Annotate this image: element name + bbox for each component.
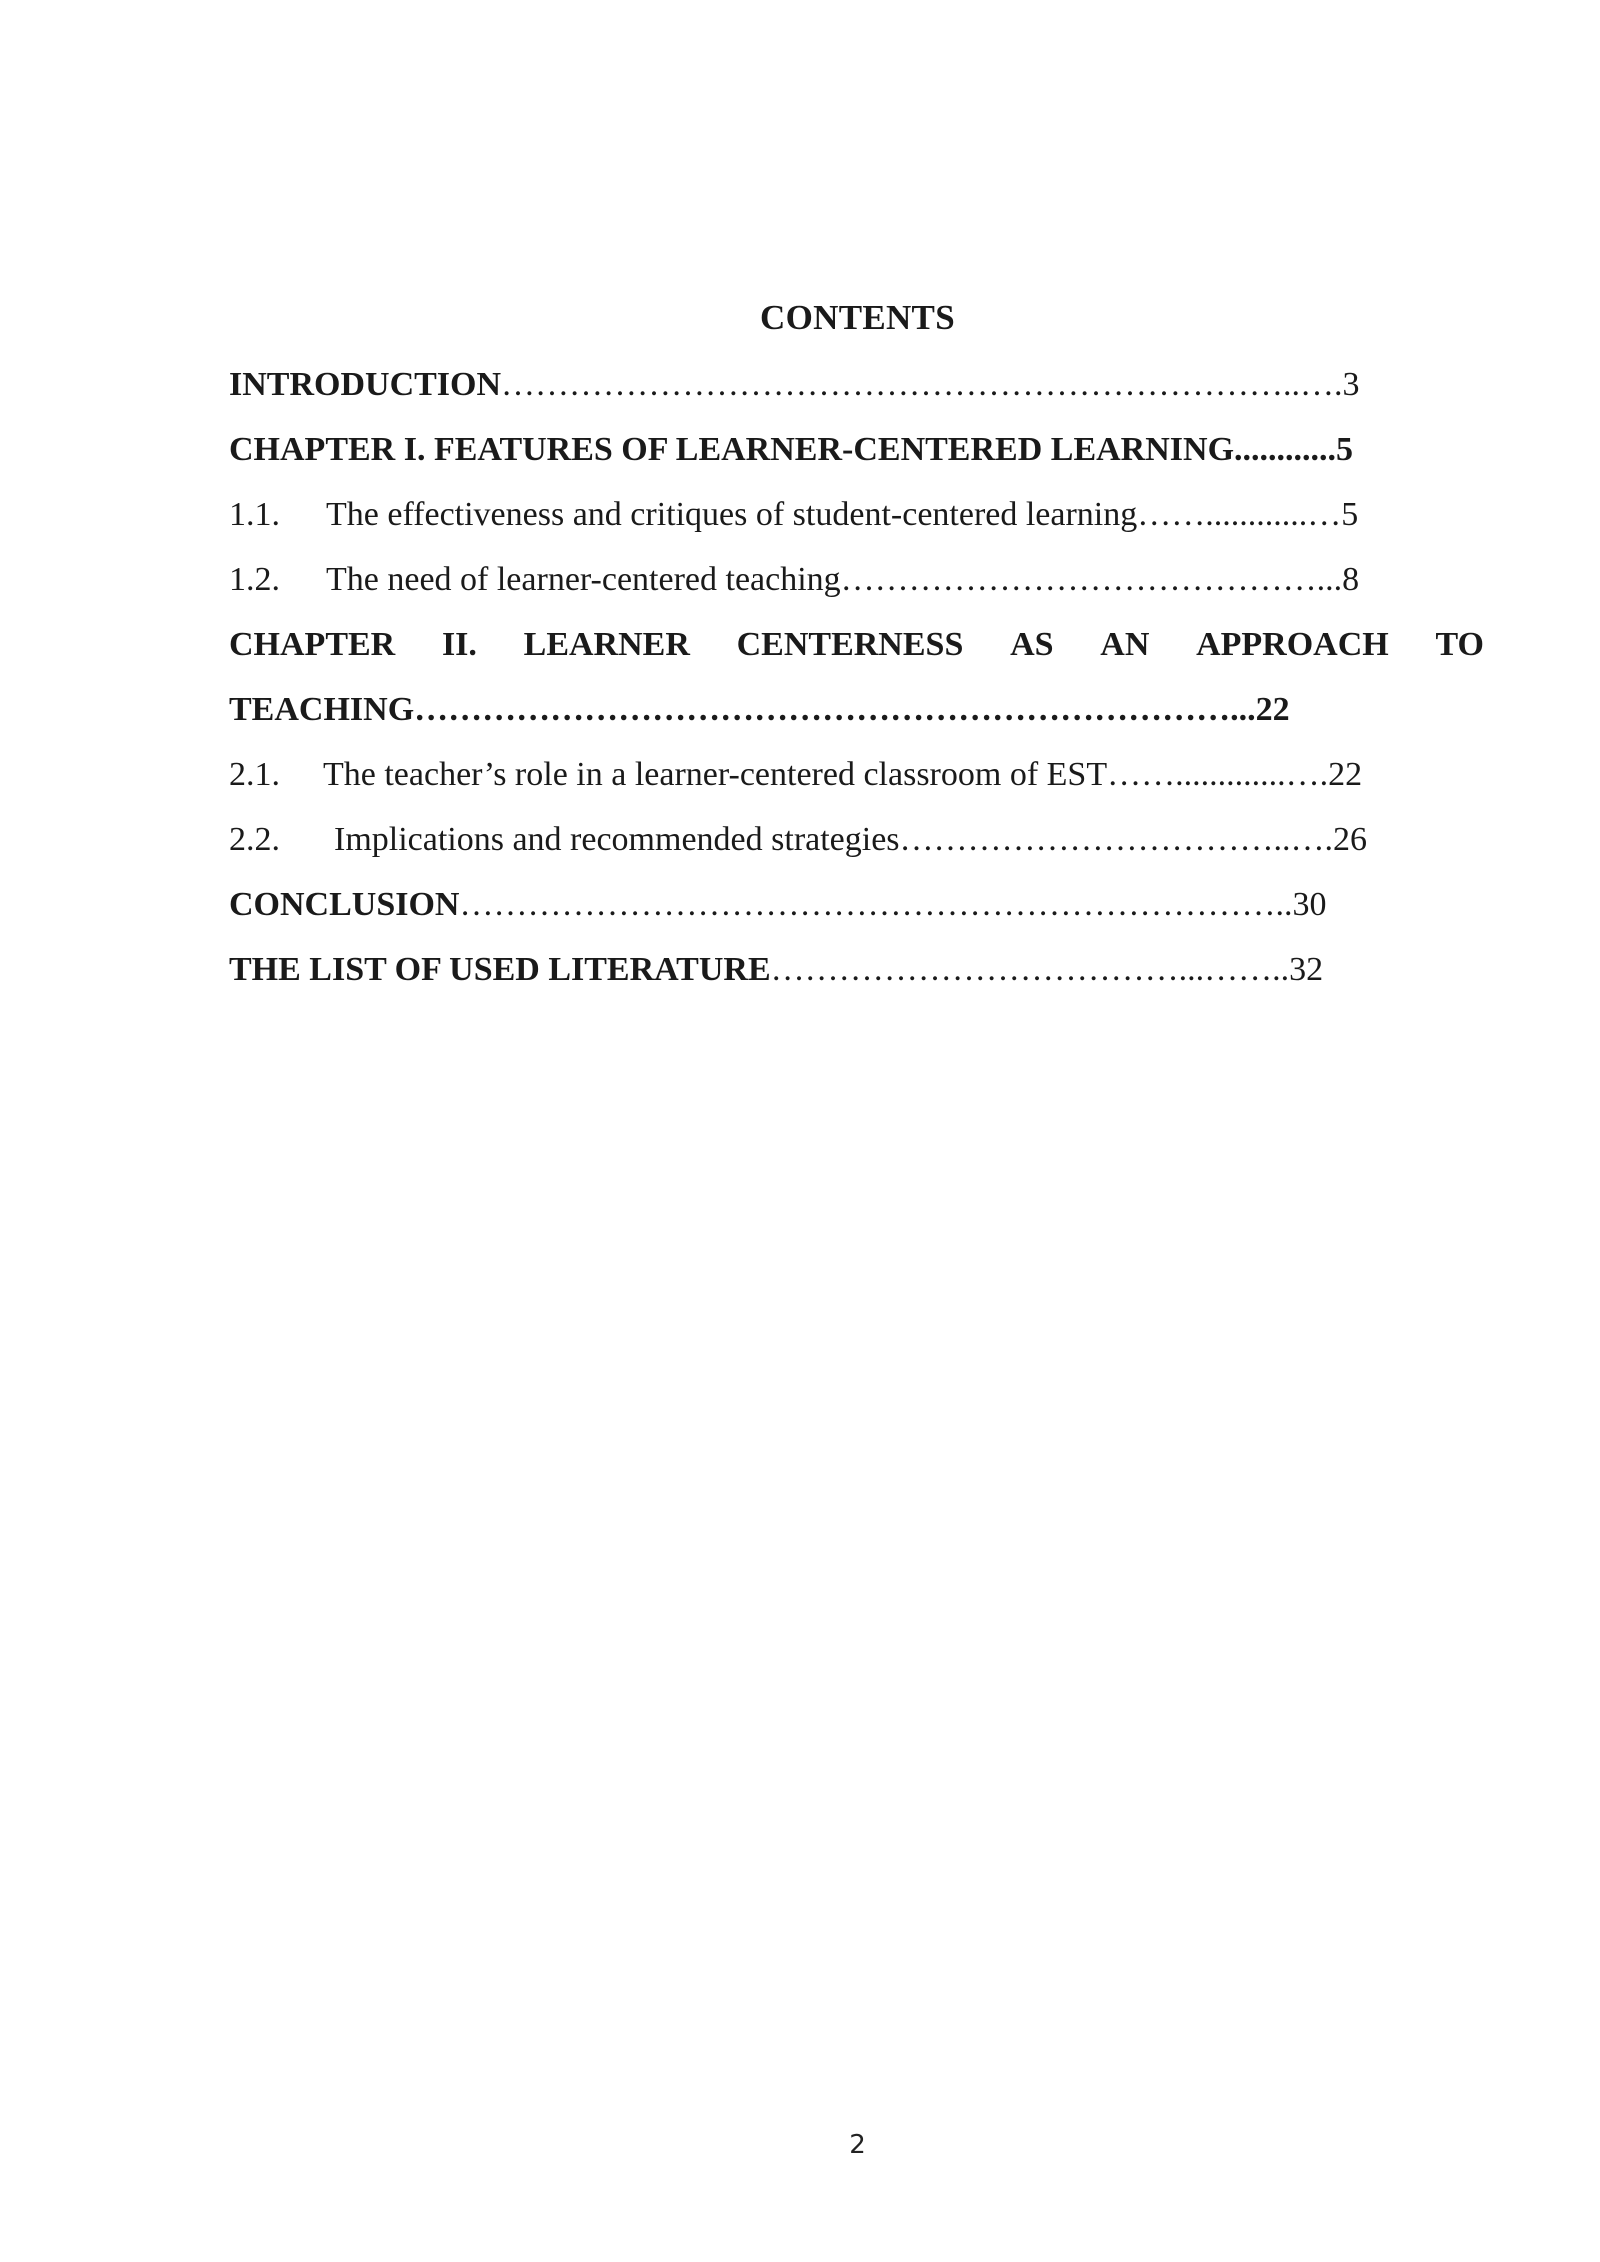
- toc-entry-2-2[interactable]: [229, 820, 1484, 860]
- toc-entry-label: TEACHING………………………………………………………………...22: [229, 691, 1290, 728]
- toc-word: AS: [1010, 626, 1054, 663]
- toc-entry-label: The effectiveness and critiques of student-centered learning……............…5: [326, 496, 1359, 533]
- toc-entry-1-1[interactable]: [229, 495, 1484, 535]
- toc-entry-2-1[interactable]: [229, 755, 1484, 795]
- toc-entry-number: 2.2.: [229, 821, 280, 858]
- toc-entry-chapter-2-line-2[interactable]: [229, 690, 1484, 730]
- toc-word: CHAPTER: [229, 626, 396, 663]
- toc-entry-introduction[interactable]: [229, 365, 1484, 405]
- toc-entry-label: The teacher’s role in a learner-centered classroom of EST…….............….22: [323, 756, 1363, 793]
- toc-word: II.: [441, 626, 477, 663]
- toc-word: AN: [1100, 626, 1150, 663]
- toc-entry-literature[interactable]: [229, 950, 1484, 990]
- toc-entry-chapter-2-line-1[interactable]: [229, 625, 1484, 665]
- toc-word: LEARNER: [523, 626, 690, 663]
- toc-entry-conclusion[interactable]: [229, 885, 1484, 925]
- toc-word: CENTERNESS: [736, 626, 964, 663]
- page-number: 2: [849, 2130, 866, 2160]
- toc-entry-number: 1.1.: [229, 496, 280, 533]
- page-title: CONTENTS: [760, 298, 955, 337]
- toc-entry-1-2[interactable]: [229, 560, 1484, 600]
- toc-entry-label: The need of learner-centered teaching……………………………………...8: [326, 561, 1360, 598]
- toc-entry-label: CONCLUSION………………………………………………………………..30: [229, 886, 1327, 923]
- toc-entry-label: INTRODUCTION……………………………………………………………..….3: [229, 366, 1360, 403]
- toc-word: APPROACH: [1196, 626, 1389, 663]
- toc-entry-label: Implications and recommended strategies……………………………..….26: [334, 821, 1368, 858]
- toc-entry-number: 1.2.: [229, 561, 280, 598]
- toc-entry-label: THE LIST OF USED LITERATURE………………………………...……..32: [229, 951, 1324, 988]
- toc-entry-label: CHAPTER I. FEATURES OF LEARNER-CENTERED LEARNING............5: [229, 431, 1354, 468]
- toc-entry-chapter-1[interactable]: [229, 430, 1484, 470]
- toc-word: TO: [1435, 626, 1484, 663]
- toc-entry-number: 2.1.: [229, 756, 280, 793]
